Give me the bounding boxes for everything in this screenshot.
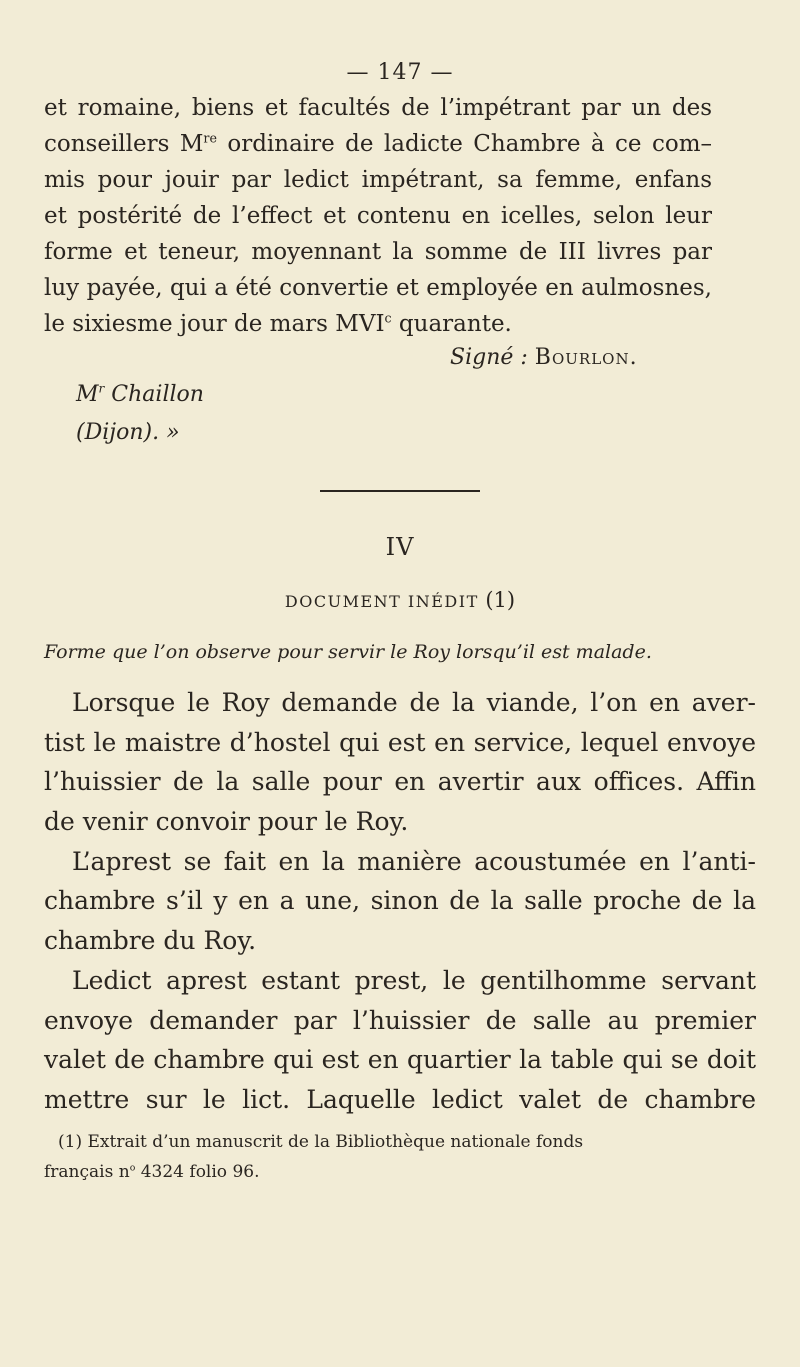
- text-line: forme et teneur, moyennant la somme de III livres par: [44, 239, 712, 265]
- signature: [450, 345, 638, 370]
- signature-name: Bourlon.: [534, 345, 638, 370]
- text-line: et romaine, biens et facultés de l’impétrant par un des: [44, 95, 712, 121]
- paragraph-continuation: [44, 90, 712, 342]
- footnote-line: (1) Extrait d’un manuscrit de la Bibliothèque nationale fonds: [58, 1132, 584, 1152]
- page-number: — 147 —: [346, 60, 454, 85]
- author-line: $M^r$ Chaillon: [76, 381, 204, 407]
- text-line: luy payée, qui a été convertie et employée en aulmosnes,: [44, 275, 712, 301]
- text-line: tist le maistre d’hostel qui est en service, lequel envoye: [44, 727, 756, 757]
- text-line: et postérité de l’effect et contenu en icelles, selon leur: [44, 203, 712, 229]
- footnote: [44, 1127, 756, 1187]
- section-number: IV: [385, 533, 415, 561]
- footnote-line: français $n^o$ 4324 folio 96.: [44, 1162, 260, 1182]
- place-line: (Dijon). »: [76, 420, 180, 445]
- text-line: conseillers Mre ordinaire de ladicte Chambre à ce com–: [44, 130, 712, 157]
- text-line: Lorsque le Roy demande de la viande, l’on en aver-: [72, 688, 756, 717]
- footnote-reference: (1): [485, 588, 516, 612]
- section-title: Forme que l’on observe pour servir le Roy lorsqu’il est malade.: [44, 641, 652, 663]
- text-line: mis pour jouir par ledict impétrant, sa femme, enfans: [44, 167, 712, 193]
- section-divider: [320, 490, 480, 492]
- text-line: valet de chambre qui est en quartier la table qui se doit: [44, 1045, 756, 1075]
- text-line: le sixiesme jour de mars MVI$^c$ quarante.: [44, 310, 512, 337]
- text-line: envoye demander par l’huissier de salle au premier: [44, 1005, 756, 1035]
- body-text: [44, 683, 756, 1120]
- signature-label: Signé :: [450, 345, 528, 370]
- text-line: de venir convoir pour le Roy.: [44, 807, 409, 837]
- text-line: mettre sur le lict. Laquelle ledict valet de chambre: [44, 1084, 756, 1114]
- text-line: Ledict aprest estant prest, le gentilhomme servant: [72, 965, 756, 995]
- document-label: DOCUMENT INÉDIT (1): [284, 588, 516, 612]
- text-line: chambre du Roy.: [44, 926, 257, 956]
- text-line: l’huissier de la salle pour en avertir aux offices. Affin: [44, 767, 756, 797]
- text-line: chambre s’il y en a une, sinon de la salle proche de la: [44, 886, 756, 916]
- text-line: L’aprest se fait en la manière acoustumée en l’anti-: [72, 846, 756, 876]
